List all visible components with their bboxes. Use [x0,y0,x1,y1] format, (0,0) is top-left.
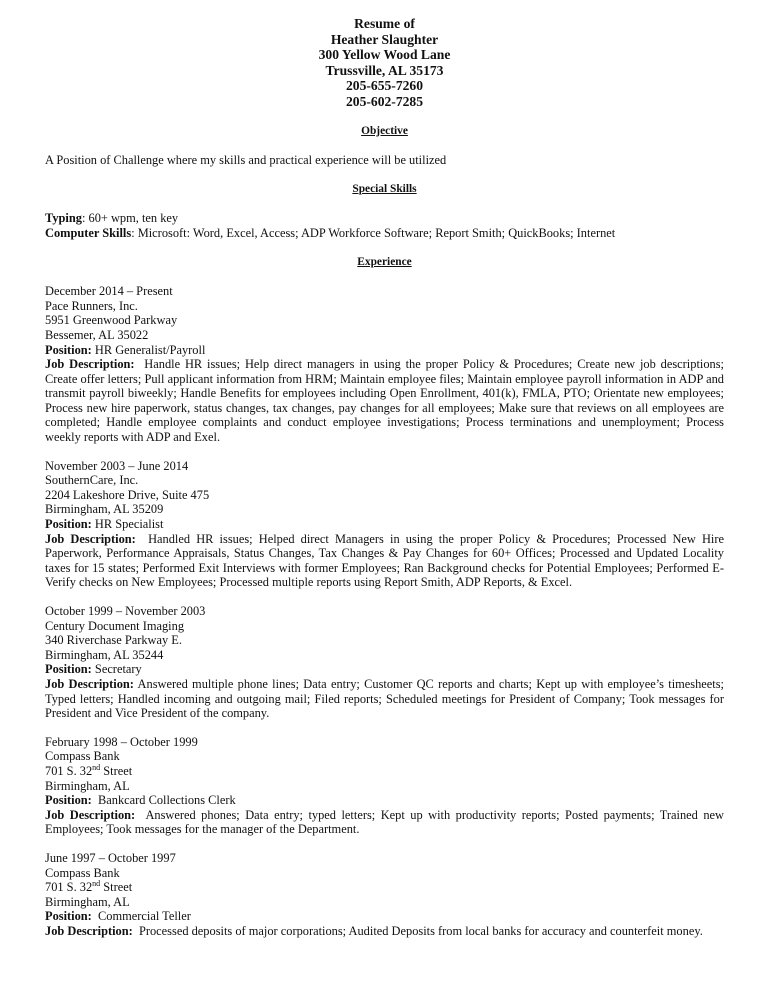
objective-text: A Position of Challenge where my skills and practical experience will be utilized [45,153,447,168]
resume-header [45,16,724,110]
job-description [45,532,724,590]
position-label: Position: [45,342,92,357]
typing-value: : 60+ wpm, ten key [81,211,179,226]
job-entry [45,851,724,939]
address-number: 701 S. 32 [45,880,93,895]
job-description-label: Job Description: [45,531,136,546]
typing-label: Typing [45,211,82,226]
job-position [45,909,724,924]
job-description-text: Handle HR issues; Help direct managers in using the proper Policy & Procedures; Create new job descriptions; Create offer letters; Pull applicant information from HRM; Maintain employee files; Maintain employee payroll information in ADP and transmit payroll biweekly; Handle Benefits for employees including Open Enrollment, 401(k), FMLA, PTO; Orientate new employees; Process new hire paperwork, status changes, tax changes, pay changes for all employees; Make sure that reviews on all employees are completed; Handle employee complaints and conduct employee investigations; Process terminations and unemployment; Process weekly reports with ADP and Exel. [45,357,724,445]
address-ordinal: nd [92,762,101,772]
position-label: Position: [45,793,92,808]
address-ordinal: nd [92,878,101,888]
computer-skills-label: Computer Skills [45,225,132,240]
street-address: 300 Yellow Wood Lane [318,47,451,63]
job-city: Birmingham, AL 35209 [45,502,164,517]
job-address: 340 Riverchase Parkway E. [45,633,182,648]
job-position [45,793,724,808]
job-description-label: Job Description: [45,357,135,372]
position-label: Position: [45,517,92,532]
job-position [45,517,724,532]
typing-skill [45,211,724,226]
job-dates: June 1997 – October 1997 [45,850,176,865]
job-entry [45,459,724,590]
phone-secondary: 205-602-7285 [345,93,424,109]
job-description [45,357,724,445]
resume-page [45,16,724,952]
job-address: 5951 Greenwood Parkway [45,313,178,328]
address-street: Street [100,880,133,895]
job-position [45,662,724,677]
computer-skills-value: : Microsoft: Word, Excel, Access; ADP Workforce Software; Report Smith; QuickBooks; Internet [131,225,616,240]
job-company: Compass Bank [45,865,120,880]
address-number: 701 S. 32 [45,763,93,778]
job-address [45,880,724,895]
job-company: Compass Bank [45,749,120,764]
job-city: Birmingham, AL [45,894,130,909]
job-entry [45,735,724,837]
phone-primary: 205-655-7260 [345,78,424,94]
job-company: Pace Runners, Inc. [45,298,138,313]
job-position [45,343,724,358]
position-value: HR Specialist [94,517,164,532]
job-description-text: Answered multiple phone lines; Data entry; Customer QC reports and charts; Kept up with employee’s timesheets; Typed letters; Handled incoming and outgoing mail; Filed reports; Scheduled meetings for President of Company; Took messages for President and Vice President of the company. [45,676,724,721]
resume-title: Resume of [354,16,415,31]
job-company: SouthernCare, Inc. [45,473,139,488]
job-description [45,924,724,939]
position-label: Position: [45,662,92,677]
job-description [45,808,724,837]
objective-heading: Objective [361,124,408,137]
job-description-text: Answered phones; Data entry; typed letters; Kept up with productivity reports; Posted payments; Trained new Employees; Took messages for the manager of the Department. [45,807,724,837]
job-dates: October 1999 – November 2003 [45,604,206,618]
job-address: 2204 Lakeshore Drive, Suite 475 [45,487,210,502]
job-description-label: Job Description: [45,923,133,938]
address-street: Street [100,763,133,778]
job-description [45,677,724,721]
city-state-zip: Trussville, AL 35173 [325,62,444,78]
experience-heading: Experience [357,255,412,268]
position-value: Commercial Teller [98,909,191,924]
job-address [45,764,724,779]
job-description-text: Handled HR issues; Helped direct Managers in using the proper Policy & Procedures; Processed New Hire Paperwork, Performance Appraisals, Status Changes, Tax Changes & Pay Changes for 60+ Offices; Processed and Updated Locality taxes for 15 states; Performed Exit Interviews with former Employees; Ran Background checks for Potential Employees; Performed E-Verify checks on New Employees; Processed multiple reports using Report Smith, ADP Reports, & Excel. [45,531,724,590]
job-entry [45,284,724,445]
position-value: HR Generalist/Payroll [94,342,206,357]
position-value: Bankcard Collections Clerk [98,793,236,808]
job-city: Birmingham, AL [45,778,130,793]
position-label: Position: [45,909,92,924]
job-dates: November 2003 – June 2014 [45,458,189,473]
applicant-name: Heather Slaughter [330,31,439,47]
job-description-label: Job Description: [45,676,134,691]
job-entry [45,604,724,721]
special-skills-heading: Special Skills [352,182,417,195]
job-city: Birmingham, AL 35244 [45,647,164,662]
job-description-text: Processed deposits of major corporations; Audited Deposits from local banks for accuracy and counterfeit money. [138,923,703,938]
job-city: Bessemer, AL 35022 [45,327,149,342]
job-company: Century Document Imaging [45,618,185,633]
job-description-label: Job Description: [45,807,136,822]
job-dates: December 2014 – Present [45,284,173,299]
job-dates: February 1998 – October 1999 [45,734,198,749]
position-value: Secretary [94,662,142,677]
computer-skill [45,226,724,241]
